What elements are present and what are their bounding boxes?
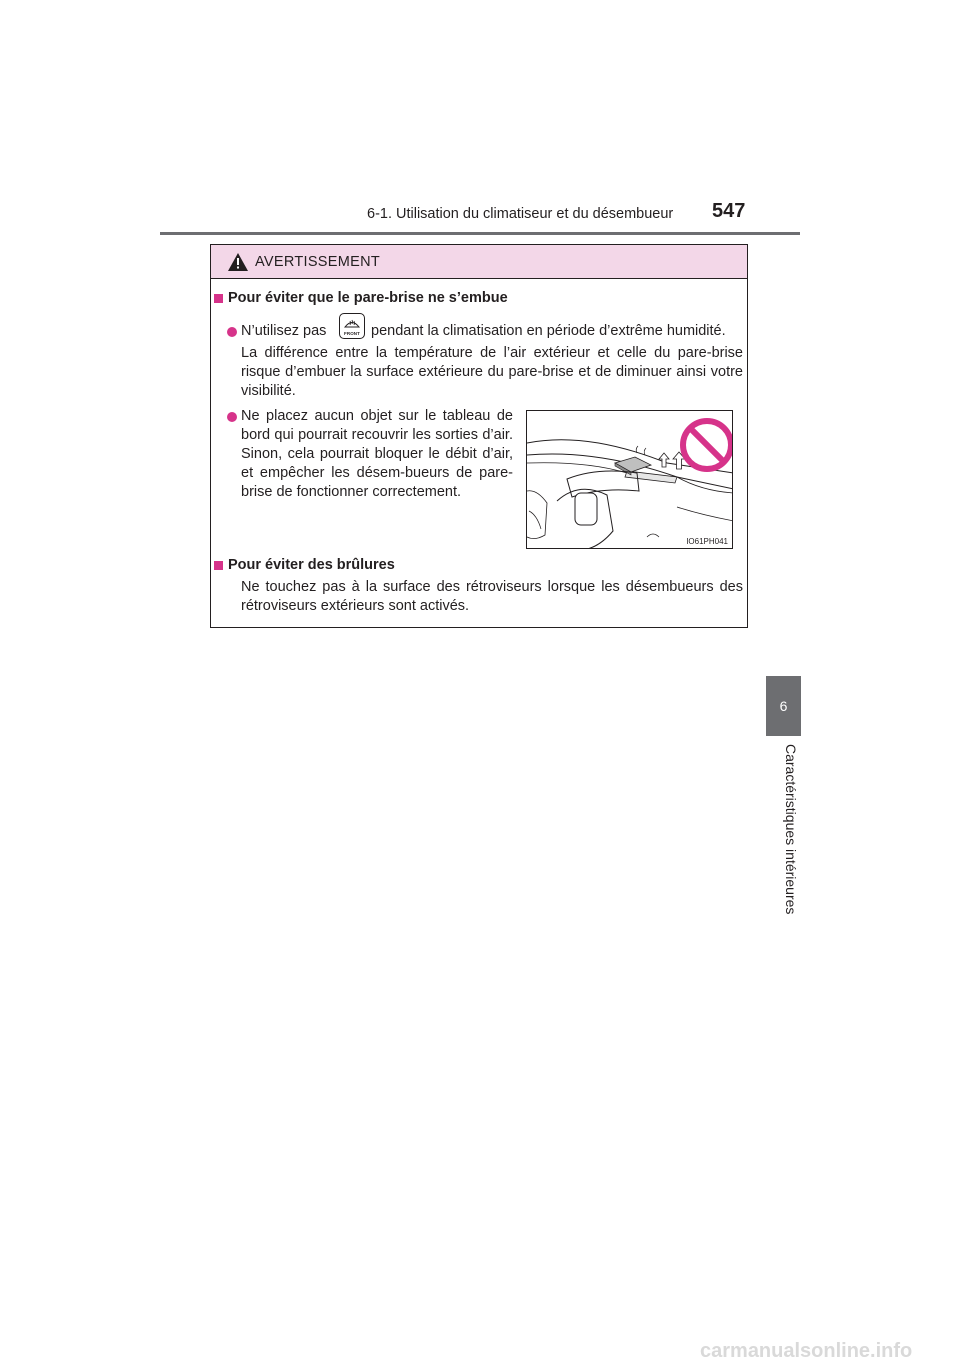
header-divider — [160, 232, 800, 235]
front-defroster-icon — [340, 316, 364, 332]
bullet2-text: Ne placez aucun objet sur le tableau de bord qui pourrait recouvrir les sorties d’air. Sinon, cela pourrait bloquer le débit d’air, et empêcher les désem-bueurs de pare-brise de fonctionner correctement. — [241, 408, 513, 500]
bullet1-continuation: La différence entre la température de l’air extérieur et celle du pare-brise risque d’embuer la surface extérieure du pare-brise et de diminuer ainsi votre visibilité. — [241, 345, 743, 399]
warning-triangle-icon — [228, 253, 248, 271]
section-heading: Pour éviter que le pare-brise ne s’embue — [228, 290, 508, 306]
page-number: 547 — [712, 200, 746, 222]
illustration-code: IO61PH041 — [686, 537, 728, 546]
section-bullet — [214, 294, 223, 303]
section-heading: Pour éviter des brûlures — [228, 557, 395, 573]
chapter-title: Caractéristiques intérieures — [783, 744, 799, 915]
bullet1-text-before: N’utilisez pas — [241, 323, 327, 339]
bullet1-text-after: pendant la climatisation en période d’extrême humidité. — [371, 323, 726, 339]
list-bullet — [227, 327, 237, 337]
chapter-number: 6 — [779, 698, 788, 714]
warning-box — [210, 244, 748, 628]
warning-title: AVERTISSEMENT — [255, 254, 381, 270]
prohibition-icon — [683, 421, 731, 469]
dashboard-illustration — [526, 410, 733, 549]
section-title: 6-1. Utilisation du climatiseur et du désembueur — [367, 206, 674, 222]
front-button-label: FRONT — [344, 331, 360, 336]
section2-text: Ne touchez pas à la surface des rétroviseurs lorsque les désembueurs des rétroviseurs extérieurs sont activés. — [241, 579, 743, 614]
chapter-tab — [766, 676, 801, 736]
front-defroster-button-icon — [339, 313, 365, 339]
section-bullet — [214, 561, 223, 570]
dashboard-drawing — [527, 411, 733, 549]
watermark: carmanualsonline.info — [700, 1340, 913, 1362]
list-bullet — [227, 412, 237, 422]
warning-header — [211, 245, 747, 279]
